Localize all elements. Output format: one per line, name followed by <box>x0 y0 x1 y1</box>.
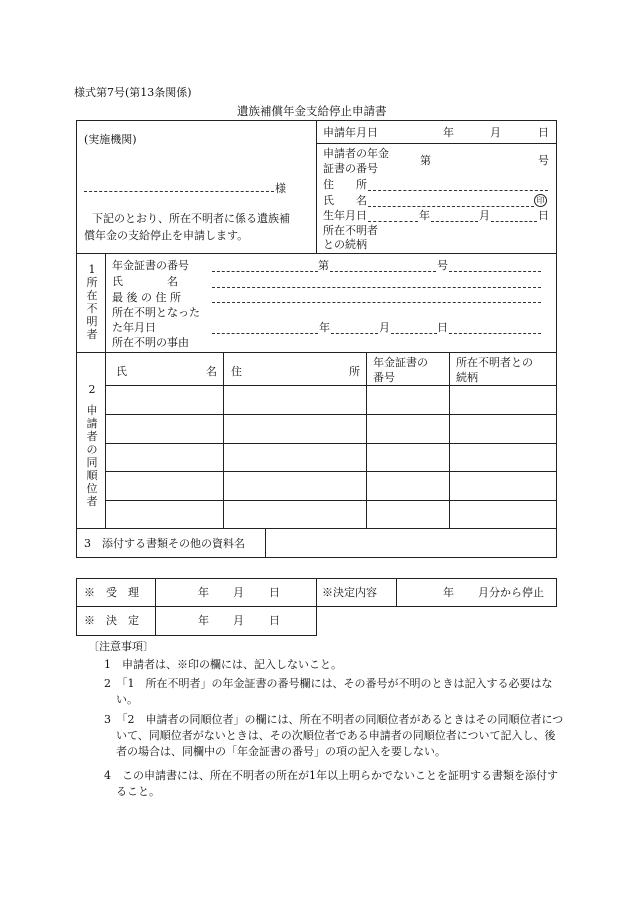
date-day: 日 <box>538 126 549 139</box>
decision-label: ※ 決 定 <box>84 614 139 627</box>
top-divider <box>316 120 317 253</box>
receipt-label: ※ 受 理 <box>84 586 139 599</box>
missing-last-address-label: 最 後 の 住 所 <box>112 291 181 304</box>
col-header-relation-1: 所在不明者との <box>456 356 533 369</box>
missing-day-field[interactable] <box>391 333 437 334</box>
missing-cert-field-a[interactable] <box>212 271 318 272</box>
missing-date-label-2: た年月日 <box>112 321 156 334</box>
date-month: 月 <box>490 126 501 139</box>
note-item-3: 3 「2 申請者の同順位者」の欄には、所在不明者の同順位者があるときはその同順位者について、同順位者がないときは、その次順位者である申請者の同順位者について記入し、後者の場合は、同欄中の「年金証書の番号」の項の記入を要しない。 <box>104 713 564 758</box>
office-col-b <box>316 578 317 636</box>
applicant-cert-go: 号 <box>538 154 549 167</box>
missing-year-field[interactable] <box>212 333 318 334</box>
birth-year-field[interactable] <box>368 221 418 222</box>
office-col-a <box>155 578 156 636</box>
decision-stop-year: 年 <box>443 586 454 599</box>
applicant-cert-label-1: 申請者の年金 <box>323 147 389 160</box>
missing-cert-dai: 第 <box>318 259 329 272</box>
office-right <box>556 578 557 607</box>
section2-row-line-1 <box>105 414 557 415</box>
decision-month: 月 <box>233 614 244 627</box>
date-label: 申請年月日 <box>323 126 378 139</box>
col-header-relation-2: 続柄 <box>456 371 478 384</box>
missing-date-label-1: 所在不明となった <box>112 306 200 319</box>
missing-cert-field-c[interactable] <box>449 271 541 272</box>
attachments-label: 3 添付する書類その他の資料名 <box>84 537 245 550</box>
office-bottom <box>76 635 316 636</box>
section1-label-divider <box>105 253 106 352</box>
col-header-name-b: 名 <box>206 365 217 378</box>
applicant-address-label: 住 所 <box>323 178 367 191</box>
missing-cert-label: 年金証書の番号 <box>112 259 189 272</box>
section2-row-line-4 <box>105 500 557 501</box>
receipt-month: 月 <box>233 586 244 599</box>
sep-top-section <box>76 253 557 254</box>
notes-heading: 〔注意事項〕 <box>88 640 154 653</box>
note-item-1: 1 申請者は、※印の欄には、記入しないこと。 <box>104 658 342 671</box>
missing-day-tail[interactable] <box>449 333 541 334</box>
applicant-name-field[interactable] <box>368 206 534 207</box>
col-header-cert-2: 番号 <box>373 371 395 384</box>
date-year: 年 <box>443 126 454 139</box>
missing-month: 月 <box>379 321 390 334</box>
section2-vertical-label: 2 申 請 者 の 同 順 位 者 <box>86 383 98 508</box>
section2-row-line-2 <box>105 443 557 444</box>
col-header-address-b: 所 <box>349 365 360 378</box>
missing-cert-field-b[interactable] <box>330 271 436 272</box>
decision-stop-suffix: 月分から停止 <box>478 586 544 599</box>
birth-day: 日 <box>538 209 549 222</box>
missing-month-field[interactable] <box>331 333 378 334</box>
office-left <box>76 578 77 636</box>
note-item-4: 4 この申請書には、所在不明者の所在が1年以上明らかでないことを証明する書類を添付すること。 <box>104 769 558 798</box>
missing-cert-go: 号 <box>437 259 448 272</box>
section2-col-rel <box>449 352 450 528</box>
missing-year: 年 <box>319 321 330 334</box>
applicant-birth-label: 生年月日 <box>323 209 367 222</box>
agency-field[interactable] <box>84 191 274 192</box>
applicant-cert-label-2: 証書の番号 <box>323 162 378 175</box>
sep-section2 <box>76 528 557 529</box>
applicant-name-label: 氏 名 <box>323 194 367 207</box>
sama-label: 様 <box>275 182 286 195</box>
col-header-address-a: 住 <box>231 365 242 378</box>
request-text-1: 下記のとおり、所在不明者に係る遺族補 <box>92 212 290 225</box>
birth-month: 月 <box>479 209 490 222</box>
birth-day-field[interactable] <box>491 221 537 222</box>
decision-year: 年 <box>198 614 209 627</box>
form-title: 遺族補償年金支給停止申請書 <box>237 104 387 118</box>
section1-vertical-label: 1 所 在 不 明 者 <box>86 263 98 341</box>
decision-content-label: ※決定内容 <box>322 586 377 599</box>
main-box-right <box>556 120 557 558</box>
col-header-cert-1: 年金証書の <box>373 356 428 369</box>
main-box-bottom <box>76 557 557 558</box>
missing-reason-label: 所在不明の事由 <box>112 336 189 349</box>
request-text-2: 償年金の支給停止を申請します。 <box>84 229 249 242</box>
agency-label: (実施機関) <box>84 133 137 146</box>
section2-col-cert <box>366 352 367 528</box>
section2-header-line <box>105 385 557 386</box>
applicant-address-field[interactable] <box>368 190 548 191</box>
receipt-day: 日 <box>269 586 280 599</box>
applicant-cert-dai: 第 <box>420 154 431 167</box>
main-box-left <box>76 120 77 558</box>
section3-divider <box>265 528 266 557</box>
relation-label-2: との続柄 <box>323 238 367 251</box>
form-label: 様式第7号(第13条関係) <box>74 86 192 99</box>
birth-month-field[interactable] <box>431 221 478 222</box>
missing-last-address-field[interactable] <box>212 302 541 303</box>
decision-day: 日 <box>269 614 280 627</box>
relation-label-1: 所在不明者 <box>323 224 378 237</box>
receipt-year: 年 <box>198 586 209 599</box>
missing-name-field[interactable] <box>212 287 541 288</box>
sep-section1 <box>76 352 557 353</box>
seal-icon: 印 <box>534 194 547 207</box>
col-header-name-a: 氏 <box>116 365 127 378</box>
section2-row-line-3 <box>105 471 557 472</box>
missing-day: 日 <box>437 321 448 334</box>
missing-name-label: 氏 名 <box>112 275 178 288</box>
office-col-c <box>396 578 397 607</box>
note-item-2: 2 「1 所在不明者」の年金証書の番号欄には、その番号が不明のときは記入する必要はない。 <box>104 677 553 706</box>
birth-year: 年 <box>419 209 430 222</box>
section2-col-addr <box>223 352 224 528</box>
section2-label-divider <box>105 352 106 528</box>
date-row-line <box>316 143 557 144</box>
